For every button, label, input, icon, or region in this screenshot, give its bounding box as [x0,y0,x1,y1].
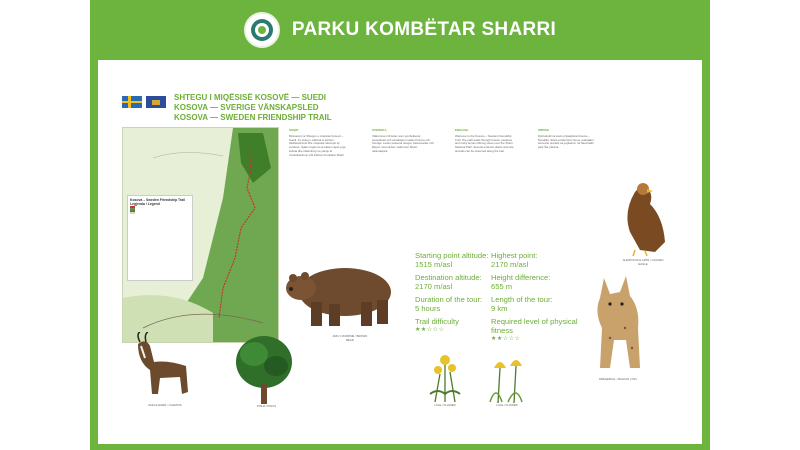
kosovo-flag-icon [146,96,166,108]
flower1-caption: LULE / FLOWER [434,403,456,407]
stat-label: Starting point altitude: [415,251,489,260]
difficulty-stars-icon: ★★☆☆☆ [415,327,445,333]
stat-start [415,251,488,269]
chamois-illustration [128,332,198,407]
trail-map [122,127,279,343]
trail-title-sq: SHTEGU I MIQËSISË KOSOVË — SUEDI [174,93,327,102]
pine-illustration [232,332,297,407]
stat-value: 1515 m/asl [415,260,453,269]
brown-bear-illustration [283,256,405,334]
stat-label: Trail difficulty [415,317,459,326]
map-legend [127,195,193,281]
stat-value: 9 km [491,304,508,313]
stat-length [491,295,553,313]
column-text: Dobrodošli na stazu prijateljstva Kosovo – Švedska. Staza prolazi kroz šume, pašnjake i stenovite predele sa pogledom na Nacionalni park Šar planina. [538,133,595,150]
chamois-caption: DHIA E EGËR / CHAMOIS [148,403,182,407]
column-text: Mirësevini në Shtegun e miqësisë Kosovë – Suedi. Ky shteg u ndërtua si simbol i bashkëpunimit dhe miqësisë ndërmjet dy vendeve. Gjatë rrugës do të kaloni nëpër pyje, kullota dhe shkëmbinj me pamje të mrekullueshme mbi Parkun Kombëtar Sharri. [289,133,347,157]
trail-title-en: KOSOVA — SWEDEN FRIENDSHIP TRAIL [174,113,332,122]
yellow-flower-illustration [420,344,470,404]
legend-subtitle: Legjenda / Legend [130,202,160,206]
sweden-flag-icon [122,96,142,108]
stat-label: Destination altitude: [415,273,482,282]
trail-stats [415,251,615,341]
stat-value: 5 hours [415,304,441,313]
stat-destination [415,273,482,291]
pine-caption: PISHA / PINUS [256,404,277,408]
column-text: Welcome to the Kosovo – Sweden Friendship Trail. The path leads through forests, pastures and rocky terrain offering views over the Sharri National Park. Several endemic plants and rare animals can be observed along the trail. [455,133,514,153]
stat-value: 655 m [491,282,513,291]
lynx-caption: RRËQEBULL / BALKAN LYNX [598,377,638,381]
trail-titles [174,93,332,123]
eagle-caption: SHQIPONJA E ARTË / GOLDEN EAGLE [622,258,664,266]
stat-label: Required level of physical fitness [491,317,578,335]
stat-height-difference [491,273,550,291]
golden-eagle-illustration [605,172,675,257]
stat-label: Duration of the tour: [415,295,483,304]
column-heading: SVENSKA [372,129,387,132]
stat-highest [491,251,537,269]
park-title: PARKU KOMBËTAR SHARRI [291,19,557,40]
fitness-stars-icon: ★★☆☆☆ [491,336,521,342]
sign-header [90,0,710,60]
flower2-caption: LULE / FLOWER [496,403,518,407]
stat-value: 2170 m/asl [491,260,529,269]
bear-caption: ARIU I MURRMË / BROWN BEAR [332,334,368,342]
tulip-flower-illustration [482,348,532,404]
stat-fitness [491,317,581,344]
legend-title: Kosova – Sweden Friendship Trail [130,198,186,202]
column-text: Välkommen till leden som symboliserar samarbetet och vänskapen mellan Kosovo och Sverige. Leden passerar skogar, betesmarker och klippor med vacker utsikt över Sharri nationalpark. [372,133,434,153]
column-heading: SRPSKI [538,129,550,132]
column-heading: SHQIP [289,129,299,132]
trail-title-sv: KOSOVA — SVERIGE VÄNSKAPSLED [174,103,319,112]
stat-duration [415,295,482,313]
park-logo-icon [244,12,280,48]
stat-value: 2170 m/asl [415,282,453,291]
stat-label: Highest point: [491,251,538,260]
flags [122,96,166,108]
stat-label: Height difference: [491,273,551,282]
stat-difficulty [415,317,459,335]
stat-label: Length of the tour: [491,295,553,304]
column-heading: ENGLISH [455,129,469,132]
legend-row [130,212,190,214]
